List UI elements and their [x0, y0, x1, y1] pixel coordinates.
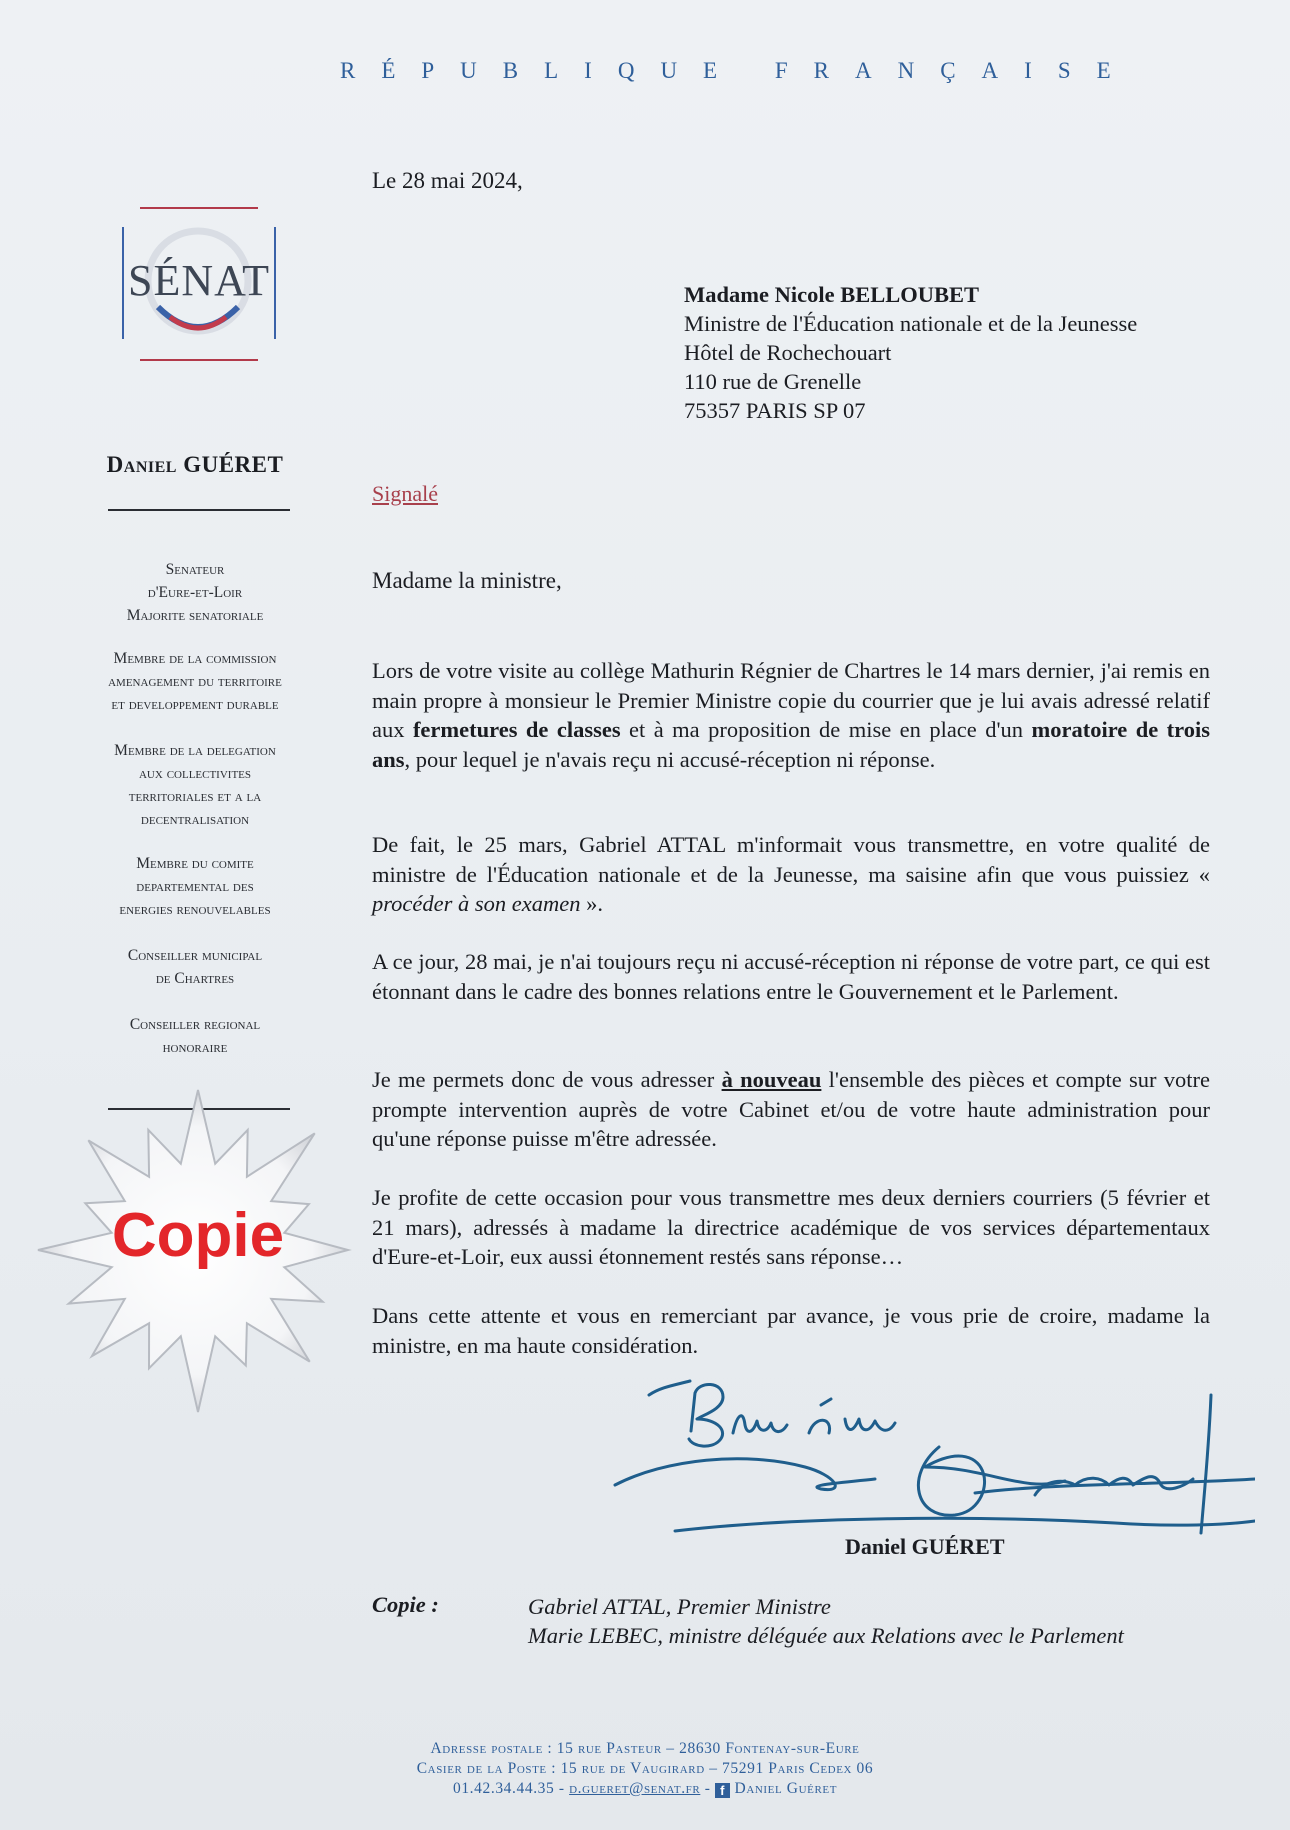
text-run: , pour lequel je n'avais reçu ni accusé-réception ni réponse.: [404, 746, 936, 772]
role-line: et developpement durable: [111, 696, 279, 713]
signer-name: Daniel GUÉRET: [845, 1534, 1005, 1559]
body-paragraph-4: [372, 1065, 1210, 1154]
sender-role-block: [40, 944, 350, 990]
role-line: Membre du comite: [136, 855, 254, 872]
role-line: territoriales et a la: [128, 788, 262, 805]
senat-logo: [118, 207, 278, 362]
role-line: amenagement du territoire: [108, 673, 282, 690]
handwritten-signature-icon: [595, 1375, 1255, 1550]
copy-recipient: Gabriel ATTAL, Premier Ministre: [528, 1594, 831, 1619]
emphasis-moratoire: moratoire de trois ans: [372, 717, 1210, 772]
emphasis-a-nouveau: à nouveau: [721, 1067, 822, 1092]
copy-label: Copie :: [372, 1592, 439, 1617]
republique-francaise-header: RÉPUBLIQUE FRANÇAISE: [340, 58, 1137, 83]
sender-rule-top: [108, 509, 290, 511]
senat-wordmark: SÉNAT: [128, 256, 270, 305]
body-paragraph-6: Dans cette attente et vous en remerciant par avance, je vous prie de croire, madame la ministre, en ma haute considération.: [372, 1303, 1210, 1358]
role-line: aux collectivites: [138, 765, 252, 782]
role-line: honoraire: [162, 1039, 228, 1056]
sender-role-block: [40, 1013, 350, 1059]
body-paragraph-5: Je profite de cette occasion pour vous transmettre mes deux derniers courriers (5 février et 21 mars), adressés à madame la directrice académique de vos services départementaux d'Eure-et-Loir, eux aussi étonnement restés sans réponse…: [372, 1185, 1210, 1269]
role-line: departemental des: [136, 878, 254, 895]
contact-separator: -: [700, 1780, 716, 1797]
emphasis-fermetures: fermetures de classes: [412, 717, 621, 742]
facebook-name[interactable]: Daniel Guéret: [734, 1780, 838, 1797]
recipient-name: Madame Nicole BELLOUBET: [684, 282, 980, 307]
letter-footer: [0, 1739, 1290, 1799]
signale-mention: Signalé: [372, 481, 438, 506]
role-line: d'Eure-et-Loir: [147, 584, 243, 601]
sender-role-block: [40, 739, 350, 831]
body-paragraph-1: [372, 656, 1210, 774]
recipient-line: Hôtel de Rochechouart: [684, 340, 892, 365]
role-line: energies renouvelables: [119, 901, 271, 918]
facebook-icon: f: [715, 1783, 730, 1798]
recipient-line: 75357 PARIS SP 07: [684, 398, 866, 423]
text-run: Je me permets donc de vous adresser: [372, 1067, 722, 1092]
quoted-examen: procéder à son examen: [372, 891, 581, 916]
email-link[interactable]: d.gueret@senat.fr: [569, 1780, 701, 1797]
postal-address: Adresse postale : 15 rue Pasteur – 28630 Fontenay-sur-Eure: [430, 1740, 860, 1757]
role-line: Conseiller municipal: [127, 947, 263, 964]
sender-name: Daniel GUÉRET: [106, 452, 284, 477]
recipient-line: Ministre de l'Éducation nationale et de la Jeunesse: [684, 311, 1138, 336]
text-run: et à ma proposition de mise en place d'un: [620, 717, 1032, 742]
role-line: Senateur: [165, 561, 225, 578]
body-paragraph-3: A ce jour, 28 mai, je n'ai toujours reçu ni accusé-réception ni réponse de votre part, ce qui est étonnant dans le cadre des bonnes relations entre le Gouvernement et le Parlement.: [372, 949, 1210, 1004]
copy-recipient: Marie LEBEC, ministre déléguée aux Relations avec le Parlement: [528, 1623, 1124, 1648]
sender-role-block: [40, 558, 350, 627]
text-run: l'ensemble des pièces et compte sur votre prompte intervention auprès de votre Cabinet et/ou de votre haute administration pour qu'une réponse puisse m'être adressée.: [372, 1067, 1210, 1151]
text-run: Lors de votre visite au collège Mathurin Régnier de Chartres le 14 mars dernier, j'ai remis en main propre à monsieur le Premier Ministre copie du courrier que je lui avais adressé relatif aux: [372, 658, 1210, 742]
recipient-line: 110 rue de Grenelle: [684, 369, 862, 394]
copie-stamp-label: Copie: [111, 1201, 285, 1270]
role-line: de Chartres: [155, 970, 235, 987]
recipient-address: [684, 280, 1137, 425]
contact-line: [0, 1779, 1290, 1799]
text-run: De fait, le 25 mars, Gabriel ATTAL m'informait vous transmettre, en votre qualité de ministre de l'Éducation nationale et de la Jeunesse, ma saisine afin que vous puissiez «: [372, 832, 1210, 887]
phone-number: 01.42.34.44.35 -: [452, 1780, 570, 1797]
text-run: ».: [580, 891, 603, 916]
sender-role-block: [40, 852, 350, 921]
body-paragraph-2: [372, 830, 1210, 919]
role-line: Conseiller regional: [129, 1016, 261, 1033]
role-line: Majorite senatoriale: [126, 607, 264, 624]
sender-role-block: [40, 647, 350, 716]
role-line: Membre de la commission: [113, 650, 277, 667]
role-line: decentralisation: [140, 811, 250, 828]
salutation: Madame la ministre,: [372, 568, 562, 593]
poste-address: Casier de la Poste : 15 rue de Vaugirard – 75291 Paris Cedex 06: [416, 1760, 874, 1777]
letter-date: Le 28 mai 2024,: [372, 168, 523, 193]
role-line: Membre de la delegation: [114, 742, 276, 759]
copy-recipients: [528, 1592, 1124, 1650]
